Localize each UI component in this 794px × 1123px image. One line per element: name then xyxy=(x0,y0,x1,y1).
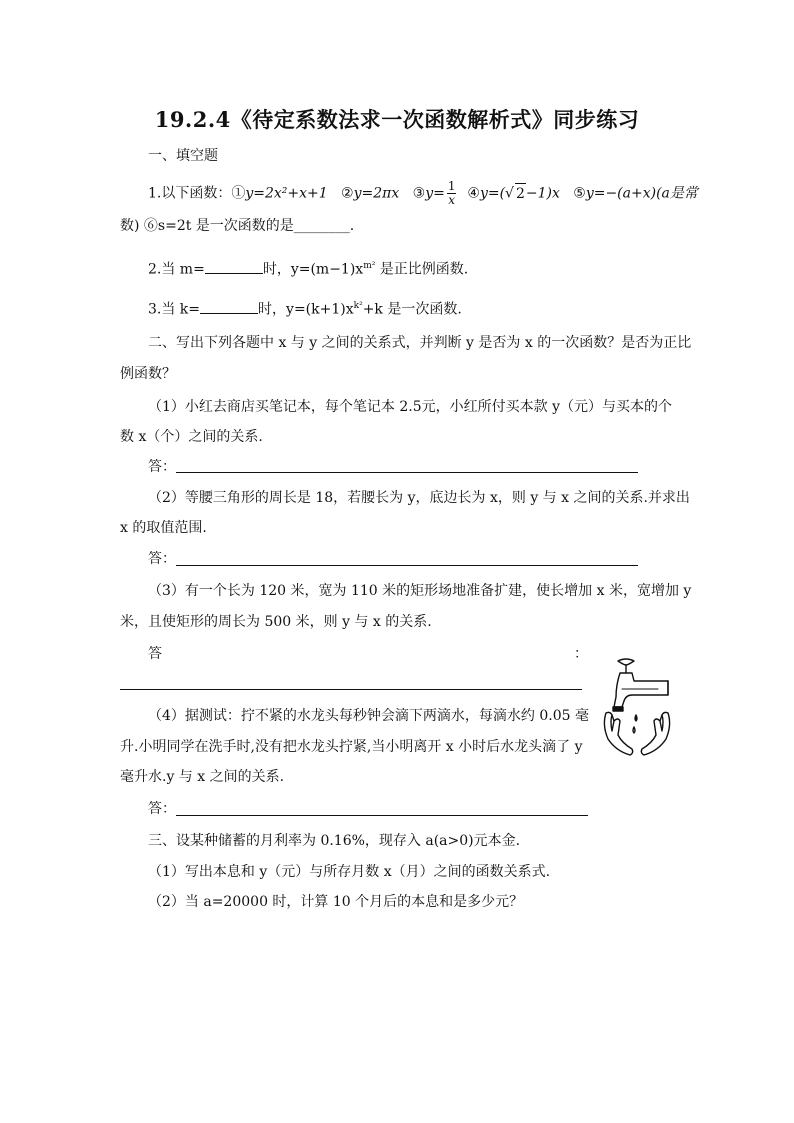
q3-text-a: 3.当 k= xyxy=(148,301,201,318)
question-1-line-2: 数) ⑥s=2t 是一次函数的是________. xyxy=(120,218,355,234)
problem-3-line-1: （3）有一个长为 120 米，宽为 110 米的矩形场地准备扩建，使长增加 x 米，宽增加 y xyxy=(148,583,692,599)
problem-1-line-1: （1）小红去商店买笔记本，每个笔记本 2.5元，小红所付买本款 y（元）与买本的个 xyxy=(148,399,672,415)
q1-func-3-lhs: y= xyxy=(425,185,445,202)
q1-sep-2: ② xyxy=(341,185,354,202)
q1-sep-3: ③ xyxy=(412,185,426,202)
problem-3-answer-colon: ： xyxy=(574,646,588,662)
problem-3-line-2: 米，且使矩形的周长为 500 米，则 y 与 x 的关系. xyxy=(120,614,432,630)
q1-sep-4: ④ xyxy=(467,185,480,202)
question-2 xyxy=(148,256,468,280)
problem-1-line-2: 数 x（个）之间的关系. xyxy=(120,429,263,445)
section3-question-1: （1）写出本息和 y（元）与所存月数 x（月）之间的函数关系式. xyxy=(148,864,551,880)
q1-func-2: y=2πx xyxy=(353,185,400,202)
problem-1-answer-label: 答： xyxy=(148,459,176,475)
problem-3-answer-line[interactable] xyxy=(120,689,582,690)
problem-4-line-1: （4）据测试：拧不紧的水龙头每秒钟会滴下两滴水，每滴水约 0.05 毫 xyxy=(148,708,589,724)
q1-fraction-denominator: x xyxy=(448,193,456,207)
q1-lead: 1.以下函数：① xyxy=(148,185,246,202)
q1-fraction xyxy=(447,180,457,207)
section2-heading-line-2: 例函数？ xyxy=(120,366,176,382)
q2-text-a: 2.当 m= xyxy=(148,261,205,278)
q1-fraction-numerator: 1 xyxy=(447,179,456,193)
q2-text-b: 时，y=(m−1)x xyxy=(262,261,364,278)
question-3 xyxy=(148,296,462,320)
sqrt-sign-icon: √ xyxy=(505,185,514,202)
section2-heading-line-1: 二、写出下列各题中 x 与 y 之间的关系式，并判断 y 是否为 x 的一次函数？是否为正比 xyxy=(148,335,692,351)
section1-heading: 一、填空题 xyxy=(148,148,218,164)
q3-blank[interactable] xyxy=(200,299,258,314)
problem-3-answer-label: 答 xyxy=(148,646,162,662)
problem-2-answer-line[interactable] xyxy=(176,565,638,566)
faucet-hands-icon xyxy=(598,655,676,760)
section3-heading: 三、设某种储蓄的月利率为 0.16%，现存入 a(a>0)元本金. xyxy=(148,833,521,849)
q2-text-c: 是正比例函数. xyxy=(375,261,469,278)
q1-sqrt-value: 2 xyxy=(515,183,526,204)
problem-4-line-3: 毫升水.y 与 x 之间的关系. xyxy=(120,769,285,785)
section3-question-2: （2）当 a=20000 时，计算 10 个月后的本息和是多少元？ xyxy=(148,894,524,910)
problem-2-line-2: x 的取值范围. xyxy=(120,520,207,536)
problem-2-answer-label: 答： xyxy=(148,551,176,567)
problem-4-answer-line[interactable] xyxy=(176,815,588,816)
q2-blank[interactable] xyxy=(205,259,263,274)
q3-exponent: k² xyxy=(353,301,363,311)
q3-text-c: +k 是一次函数. xyxy=(362,301,462,318)
question-1-line-1 xyxy=(148,180,698,207)
q1-func-4-b: −1)x xyxy=(525,185,560,202)
q1-func-5: y=−(a+x)(a是常 xyxy=(585,185,698,202)
q1-sep-5: ⑤ xyxy=(573,185,586,202)
problem-4-line-2: 升.小明同学在洗手时,没有把水龙头拧紧,当小明离开 x 小时后水龙头滴了 y xyxy=(120,739,583,755)
q1-func-4-a: y=( xyxy=(479,185,506,202)
q1-func-1: y=2x²+x+1 xyxy=(245,185,328,202)
q2-exponent: m² xyxy=(363,261,376,271)
problem-4-answer-label: 答： xyxy=(148,801,176,817)
problem-2-line-1: （2）等腰三角形的周长是 18，若腰长为 y，底边长为 x，则 y 与 x 之间的关系.并求出 xyxy=(148,490,690,506)
q3-text-b: 时，y=(k+1)x xyxy=(258,301,354,318)
page-title: 19.2.4《待定系数法求一次函数解析式》同步练习 xyxy=(154,107,640,132)
problem-1-answer-line[interactable] xyxy=(176,472,638,473)
